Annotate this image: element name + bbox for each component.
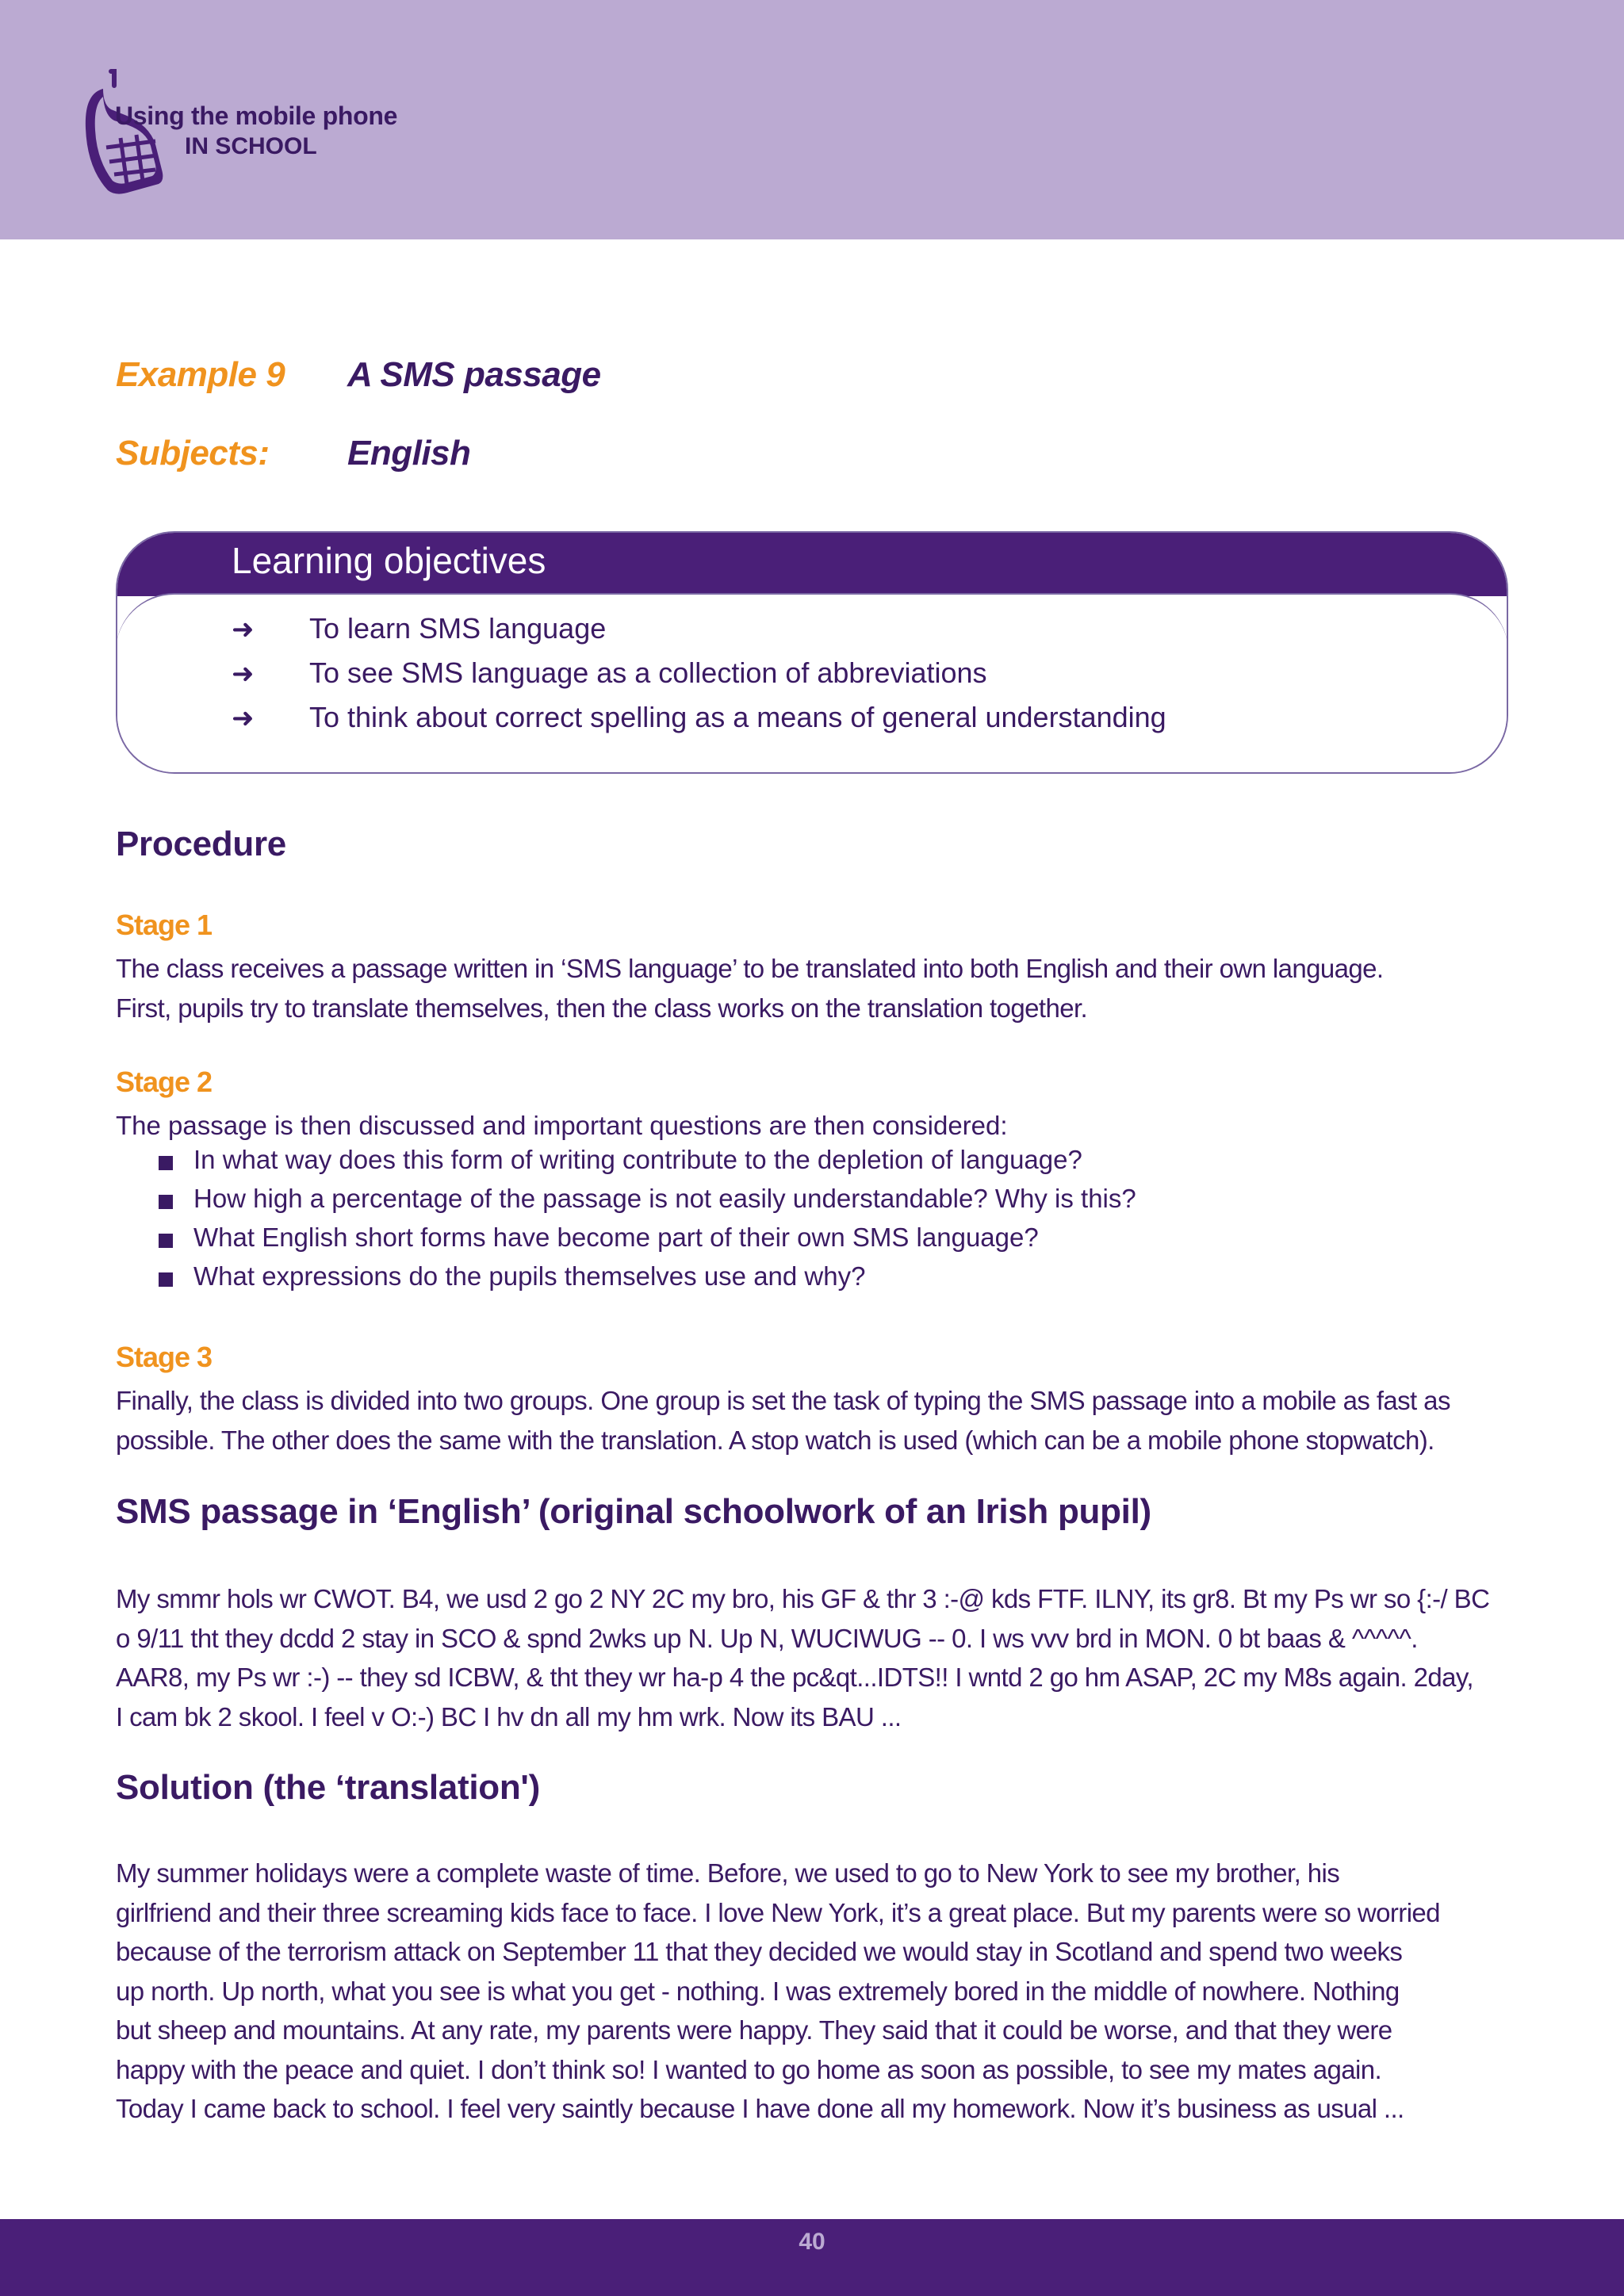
objectives-title: Learning objectives <box>232 540 546 581</box>
arrow-right-icon: ➜ <box>232 614 255 645</box>
example-title: A SMS passage <box>347 355 601 394</box>
text-line: The passage is then discussed and important questions are then considered: <box>116 1111 1008 1140</box>
stage-3-text <box>116 1381 1508 1460</box>
text-line: girlfriend and their three screaming kids face to face. I love New York, it’s a great place. But my parents were so worried <box>116 1897 1440 1927</box>
list-item-text: What expressions do the pupils themselves use and why? <box>193 1261 866 1291</box>
stage-1-label: Stage 1 <box>116 909 213 941</box>
text-line: AAR8, my Ps wr :-) -- they sd ICBW, & tht they wr ha-p 4 the pc&qt...IDTS!! I wntd 2 go hm ASAP, 2C my M8s again. 2day, <box>116 1663 1473 1692</box>
subjects-value: English <box>347 434 471 473</box>
subjects-label: Subjects: <box>116 434 270 473</box>
stage-3-label: Stage 3 <box>116 1341 213 1373</box>
text-line: because of the terrorism attack on September 11 that they decided we would stay in Scotland and spend two weeks <box>116 1937 1403 1966</box>
objectives-header <box>117 533 1507 596</box>
example-label: Example 9 <box>116 355 285 394</box>
page-number: 40 <box>799 2229 825 2255</box>
list-item-text: What English short forms have become part of their own SMS language? <box>193 1223 1039 1252</box>
text-line: I cam bk 2 skool. I feel v O:-) BC I hv dn all my hm wrk. Now its BAU ... <box>116 1701 902 1732</box>
arrow-right-icon: ➜ <box>232 659 255 689</box>
learning-objectives-box <box>116 531 1508 774</box>
square-bullet-icon <box>159 1272 173 1287</box>
solution-text <box>116 1854 1508 2129</box>
logo-subtitle: IN SCHOOL <box>185 133 317 159</box>
stage-2-intro <box>116 1106 1508 1146</box>
square-bullet-icon <box>159 1195 173 1209</box>
list-item-text: In what way does this form of writing contribute to the depletion of language? <box>193 1145 1082 1174</box>
objective-text: To see SMS language as a collection of abbreviations <box>309 656 987 689</box>
text-line: My smmr hols wr CWOT. B4, we usd 2 go 2 NY 2C my bro, his GF & thr 3 :-@ kds FTF. ILNY, its gr8. Bt my Ps wr so {:-/ BC <box>116 1584 1490 1613</box>
procedure-heading: Procedure <box>116 825 286 863</box>
logo <box>79 65 428 200</box>
objective-text: To think about correct spelling as a means of general understanding <box>309 701 1166 733</box>
text-line: Today I came back to school. I feel very saintly because I have done all my homework. Now it’s business as usual ... <box>116 2094 1404 2123</box>
text-line: happy with the peace and quiet. I don’t think so! I wanted to go home as soon as possible, to see my mates again. <box>116 2054 1382 2084</box>
text-line: Finally, the class is divided into two groups. One group is set the task of typing the SMS passage into a mobile as fast as <box>116 1386 1450 1415</box>
solution-heading: Solution (the ‘translation') <box>116 1768 540 1807</box>
text-line: up north. Up north, what you see is what you get - nothing. I was extremely bored in the middle of nowhere. Nothing <box>116 1976 1400 2006</box>
objective-item <box>117 701 1507 740</box>
sms-passage-heading: SMS passage in ‘English’ (original schoolwork of an Irish pupil) <box>116 1492 1151 1531</box>
text-line: possible. The other does the same with the translation. A stop watch is used (which can be a mobile phone stopwatch). <box>116 1425 1434 1455</box>
footer-band <box>0 2219 1624 2296</box>
objective-item <box>117 612 1507 652</box>
stage-2-label: Stage 2 <box>116 1066 213 1098</box>
objective-item <box>117 656 1507 696</box>
square-bullet-icon <box>159 1156 173 1170</box>
square-bullet-icon <box>159 1234 173 1248</box>
sms-passage-text <box>116 1579 1508 1736</box>
mobile-phone-icon <box>79 65 167 200</box>
stage-1-text <box>116 949 1508 1027</box>
arrow-right-icon: ➜ <box>232 703 255 733</box>
text-line: The class receives a passage written in ‘SMS language’ to be translated into both English and their own language. <box>116 954 1384 983</box>
logo-title: Using the mobile phone <box>115 101 398 130</box>
text-line: My summer holidays were a complete waste of time. Before, we used to go to New York to see my brother, his <box>116 1858 1340 1888</box>
objective-text: To learn SMS language <box>309 612 607 645</box>
text-line: o 9/11 tht they dcdd 2 stay in SCO & spnd 2wks up N. Up N, WUCIWUG -- 0. I ws vvv brd in MON. 0 bt baas & ^^^^^. <box>116 1623 1418 1653</box>
list-item-text: How high a percentage of the passage is not easily understandable? Why is this? <box>193 1184 1136 1213</box>
text-line: but sheep and mountains. At any rate, my parents were happy. They said that it could be worse, and that they were <box>116 2015 1392 2045</box>
header-band <box>0 0 1624 239</box>
text-line: First, pupils try to translate themselves, then the class works on the translation together. <box>116 993 1088 1023</box>
